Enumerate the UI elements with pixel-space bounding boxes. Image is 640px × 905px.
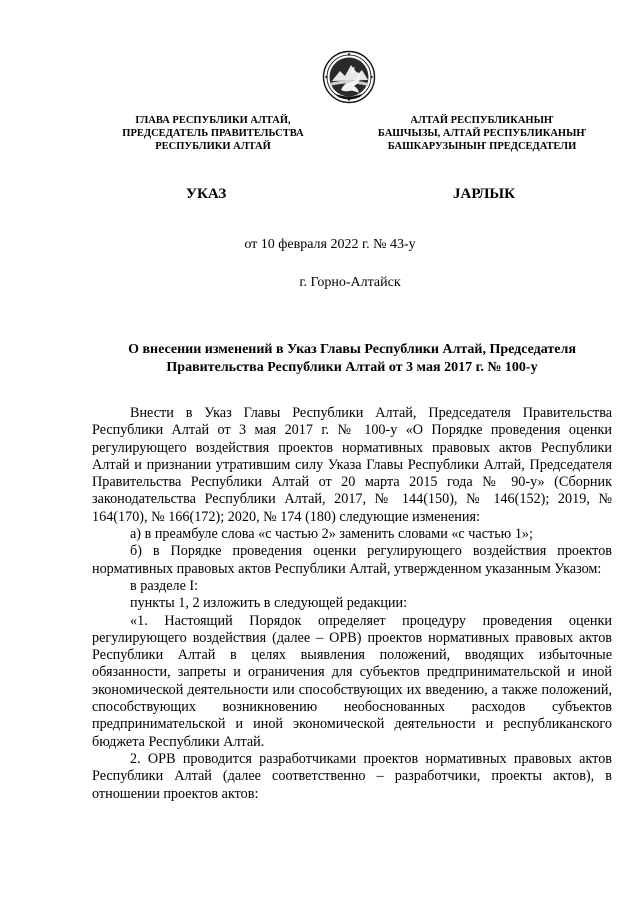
paragraph: б) в Порядке проведения оценки регулирующего воздействия проектов нормативных правовых актов Республики Алтай, утвержденном указанным Указом: bbox=[92, 543, 612, 577]
authority-name-altai: АЛТАЙ РЕСПУБЛИКАНЫҤ БАШЧЫЗЫ, АЛТАЙ РЕСПУБЛИКАНЫҤ БАШКАРУЗЫНЫҤ ПРЕДСЕДАТЕЛИ bbox=[377, 115, 587, 152]
paragraph: «1. Настоящий Порядок определяет процедуру проведения оценки регулирующего воздействия (далее – ОРВ) проектов нормативных правовых актов Республики Алтай в целях выявления положений, вводящих избыточные обязанности, запреты и ограничения для субъектов предпринимательской и иной экономической деятельности или способствующих их введению, а также положений, способствующих возникновению необоснованных расходов субъектов предпринимательской и иной экономической деятельности и республиканского бюджета Республики Алтай. bbox=[92, 612, 612, 750]
doc-type-altai: JАРЛЫК bbox=[453, 186, 516, 202]
paragraph: а) в преамбуле слова «с частью 2» заменить словами «с частью 1»; bbox=[130, 526, 533, 543]
coat-of-arms-icon bbox=[322, 50, 376, 104]
paragraph: в разделе I: bbox=[130, 577, 199, 594]
paragraph: пункты 1, 2 изложить в следующей редакции: bbox=[130, 595, 408, 612]
paragraph: Внести в Указ Главы Республики Алтай, Председателя Правительства Республики Алтай от 3 мая 2017 г. № 100-у «О Порядке проведения оценки регулирующего воздействия проектов нормативных правовых актов Республики Алтай и признании утратившим силу Указа Главы Республики Алтай, Председателя Правительства Республики Алтай от 20 марта 2015 года № 90-у» (Сборник законодательства Республики Алтай, 2017, № 144(150), № 146(152); 2019, № 164(170), № 166(172); 2020, № 174 (180) следующие изменения: bbox=[92, 405, 612, 525]
document-heading: О внесении изменений в Указ Главы Республики Алтай, Председателя Правительства Республики Алтай от 3 мая 2017 г. № 100-у bbox=[128, 342, 576, 375]
doc-type-russian: УКАЗ bbox=[186, 186, 227, 202]
document-body bbox=[92, 405, 612, 803]
authority-name-russian: ГЛАВА РЕСПУБЛИКИ АЛТАЙ, ПРЕДСЕДАТЕЛЬ ПРАВИТЕЛЬСТВА РЕСПУБЛИКИ АЛТАЙ bbox=[122, 115, 304, 152]
paragraph: 2. ОРВ проводится разработчиками проектов нормативных правовых актов Республики Алтай (далее соответственно – разработчики, проекты актов), в отношении проектов актов: bbox=[92, 750, 612, 802]
city: г. Горно-Алтайск bbox=[299, 275, 401, 290]
date-and-number: от 10 февраля 2022 г. № 43-у bbox=[244, 237, 416, 252]
